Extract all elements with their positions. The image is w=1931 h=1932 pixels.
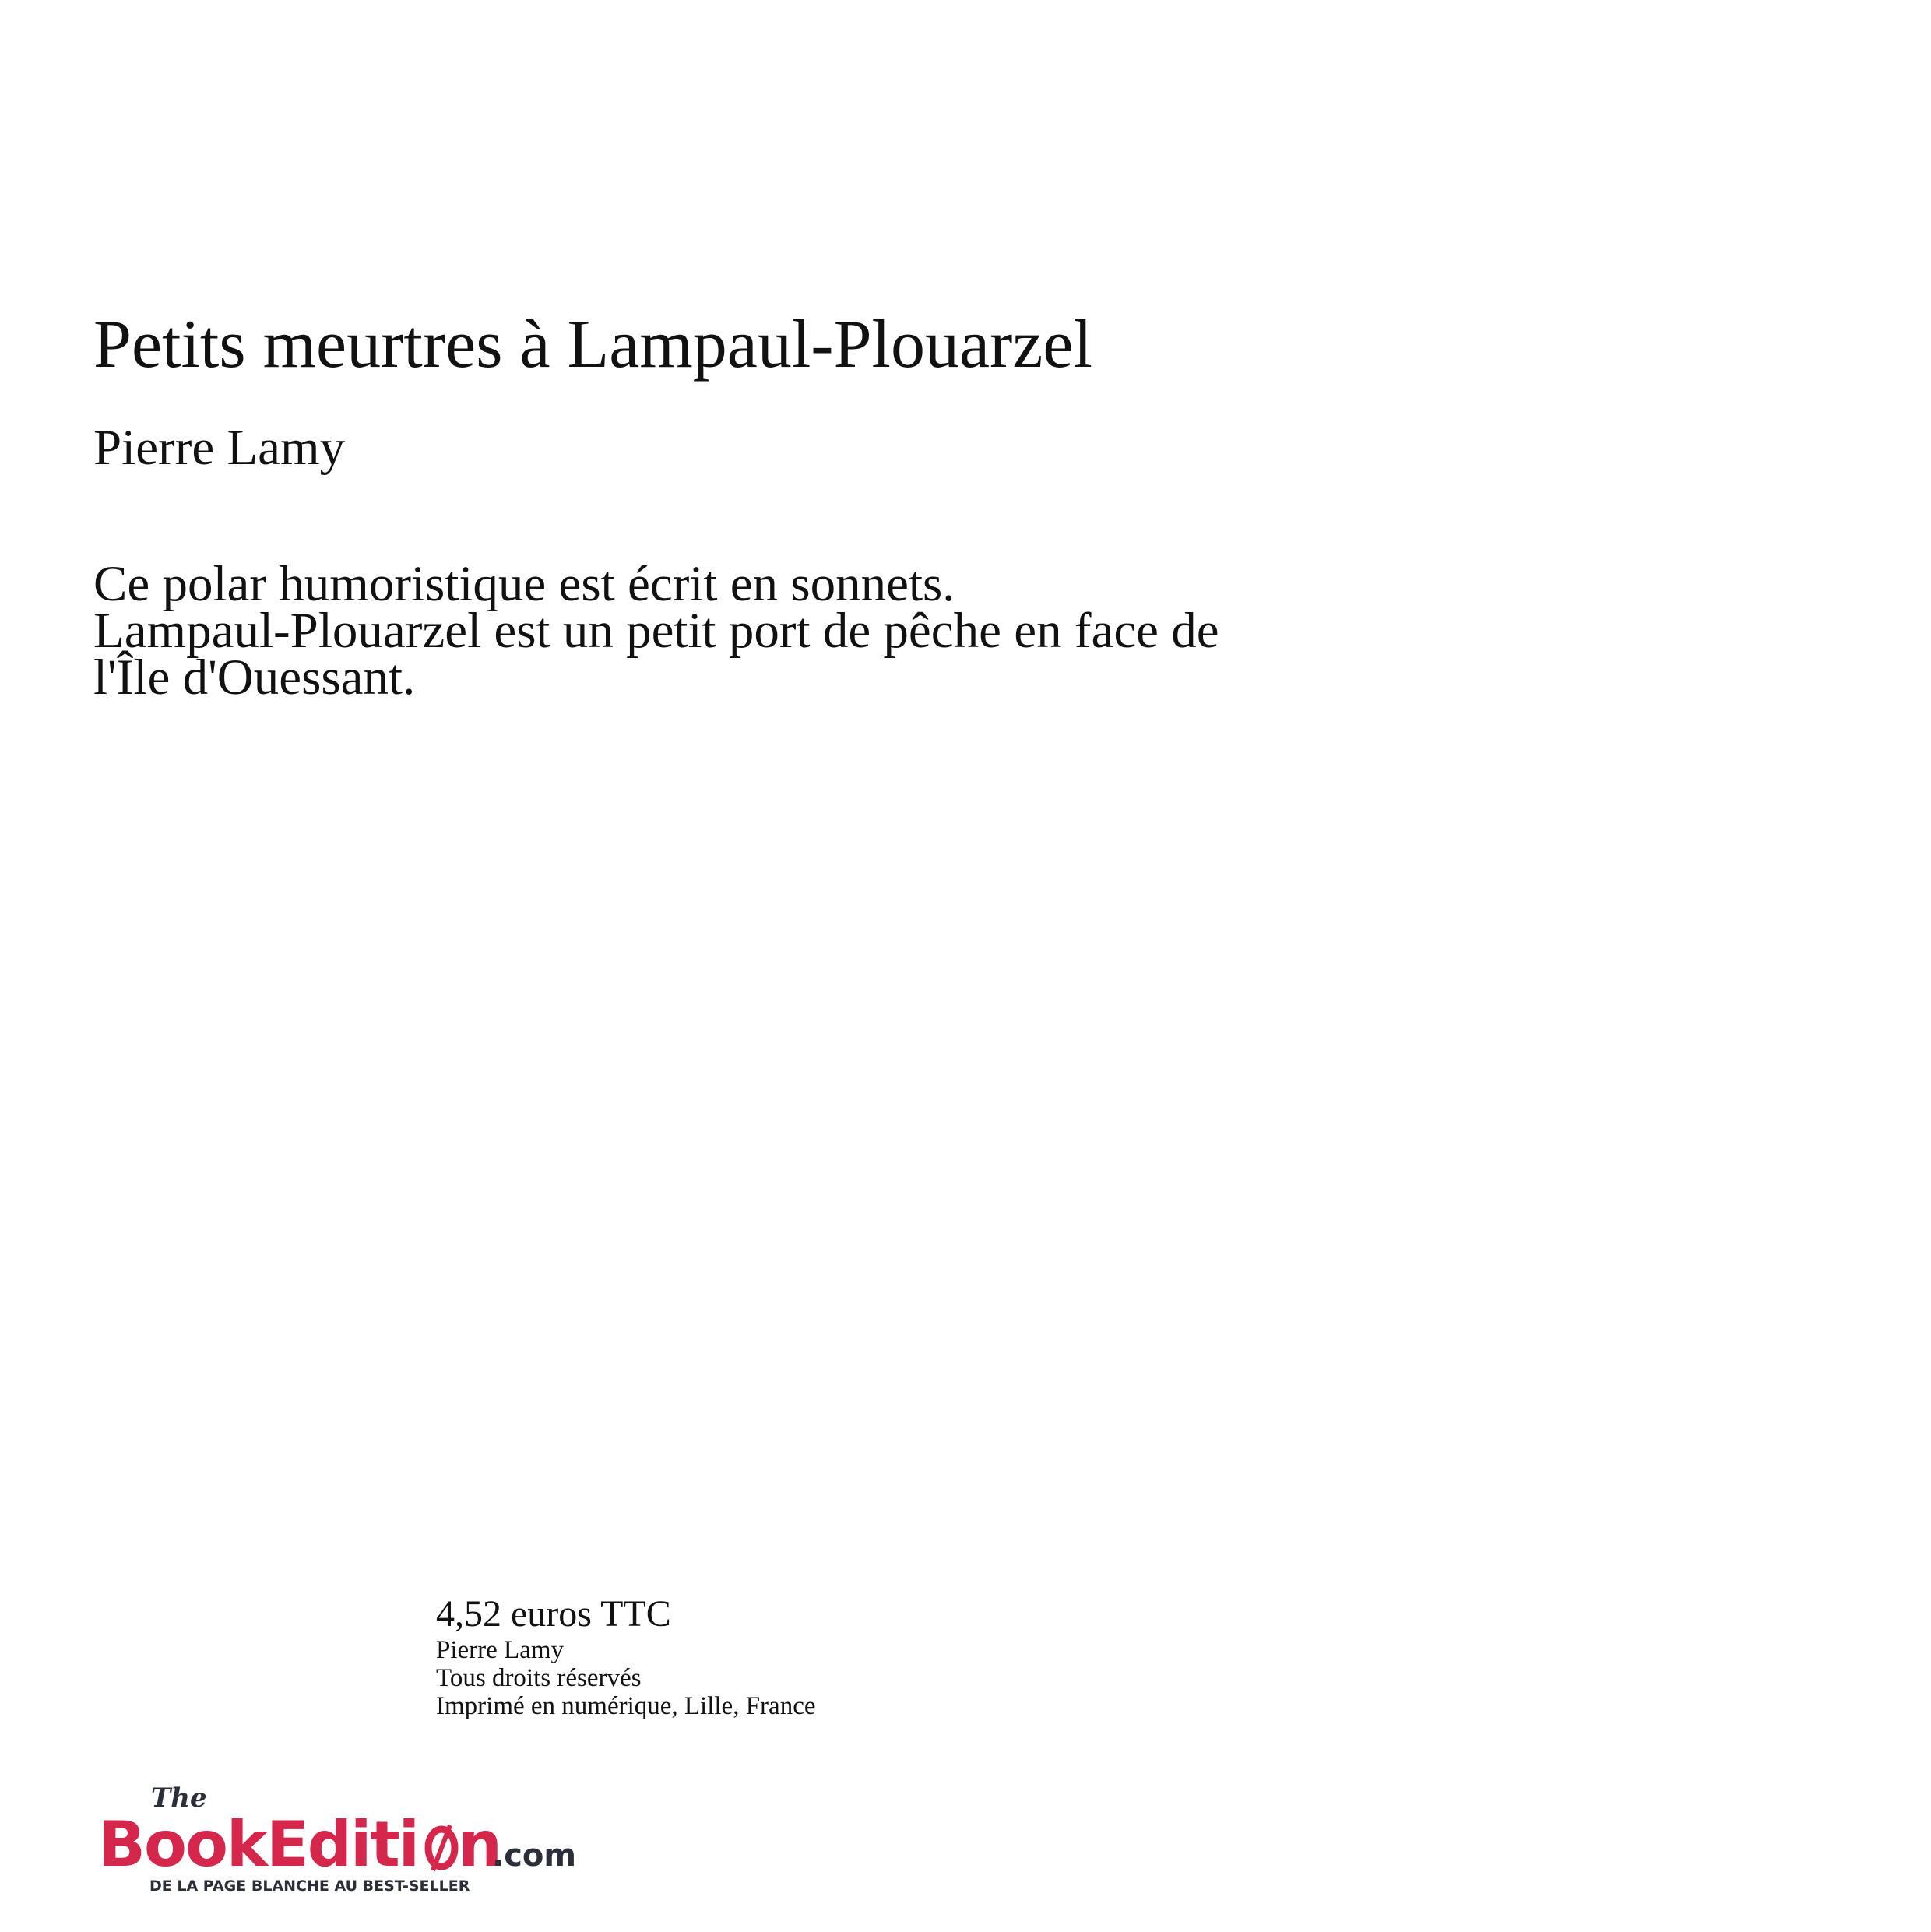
logo-dotcom-text: .com <box>492 1838 577 1874</box>
imprint-author: Pierre Lamy <box>436 1636 565 1664</box>
thebookedition-logo <box>98 1782 577 1900</box>
price-label: 4,52 euros TTC <box>436 1593 671 1635</box>
book-author: Pierre Lamy <box>93 420 346 476</box>
book-summary <box>93 556 1495 706</box>
logo-tagline-text: DE LA PAGE BLANCHE AU BEST-SELLER <box>149 1877 470 1895</box>
logo-the-text: The <box>151 1782 207 1814</box>
book-title: Petits meurtres à Lampaul-Plouarzel <box>93 307 1092 382</box>
summary-line: Ce polar humoristique est écrit en sonnets. <box>93 556 955 612</box>
imprint-rights: Tous droits réservés <box>436 1664 642 1692</box>
imprint-printed: Imprimé en numérique, Lille, France <box>436 1692 816 1720</box>
summary-line: l'Île d'Ouessant. <box>93 649 416 706</box>
summary-line: Lampaul-Plouarzel est un petit port de pêche en face de <box>93 603 1219 659</box>
logo-brand-end-text: n <box>458 1808 502 1881</box>
quill-icon <box>428 1825 455 1870</box>
imprint-block <box>436 1592 1137 1720</box>
publisher-logo <box>98 1782 577 1900</box>
logo-brand-text: BookEditi <box>98 1808 419 1881</box>
